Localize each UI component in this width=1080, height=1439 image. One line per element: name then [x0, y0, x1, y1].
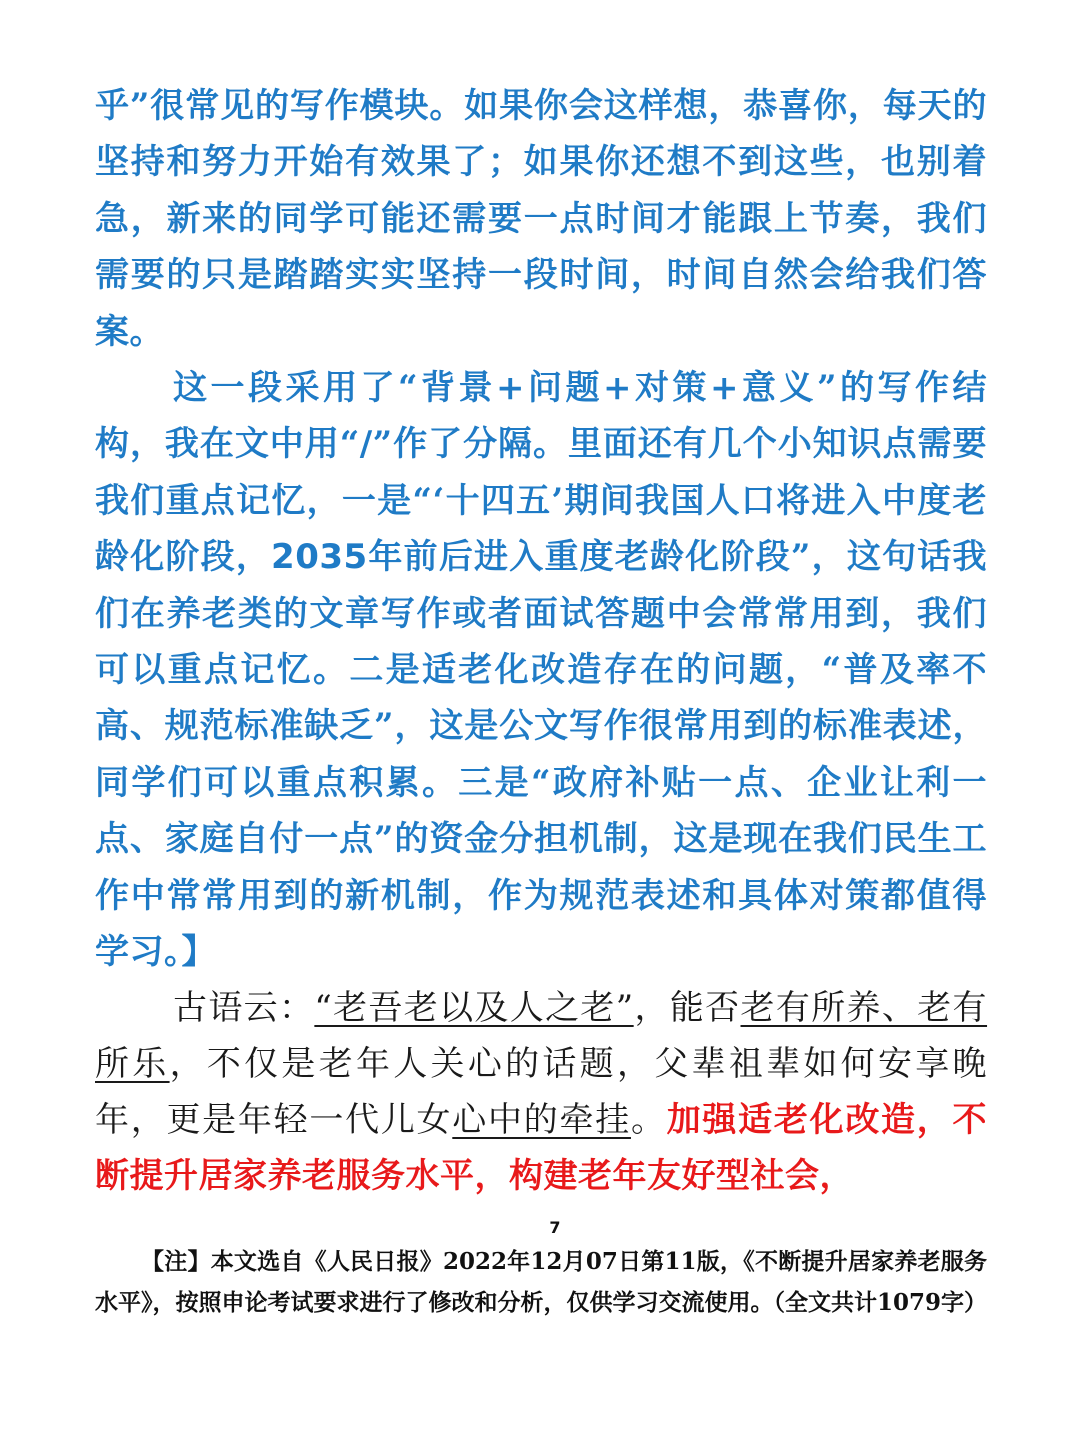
- analysis-paragraph-1-text: 乎”很常见的写作模块。如果你会这样想，恭喜你，每天的坚持和努力开始有效果了；如果你还想不到这些，也别着急，新来的同学可能还需要一点时间才能跟上节奏，我们需要的只是踏踏实实坚持一段时间，时间自然会给我们答案。: [95, 86, 987, 352]
- analysis-paragraph-1: [95, 78, 987, 360]
- footnote-label: 【注】: [141, 1248, 211, 1275]
- body-paragraph-intro: 古语云：: [173, 988, 315, 1028]
- analysis-paragraph-2: [95, 360, 987, 980]
- body-paragraph: [95, 980, 987, 1204]
- footnote-text: 本文选自《人民日报》2022年12月07日第11版，《不断提升居家养老服务水平》，按照申论考试要求进行了修改和分析，仅供学习交流使用。（全文共计1079字）: [95, 1248, 988, 1316]
- analysis-paragraph-2-part-a: 这一段采用了“背景+问题+对策+意义”的写作结构，我在文中用“/”作了分隔。里面还有几个小知识点需要我们重点记忆，一是“‘十四五’期间我国人口将进入中度老龄化阶段，: [95, 368, 987, 578]
- body-paragraph-part-b: ，能否: [633, 988, 741, 1028]
- body-paragraph-part-c: ，不仅是老年人关心的话题，父辈祖辈如何安享晚年，更是年轻一代儿女: [95, 1044, 988, 1140]
- body-paragraph-part-d: 。: [630, 1100, 667, 1140]
- underlined-phrase-2: 心中的牵挂: [452, 1100, 631, 1140]
- year-number: 2035: [271, 537, 368, 578]
- page-number: 7: [549, 1218, 561, 1237]
- footnote: [95, 1242, 987, 1323]
- highlighted-red-text: 加强适老化改造，不断提升居家养老服务水平，构建老年友好型社会，: [95, 1100, 988, 1196]
- underlined-phrase-1: 老有所养、老有所乐: [95, 988, 988, 1084]
- analysis-paragraph-2-part-b: 年前后进入重度老龄化阶段”，这句话我们在养老类的文章写作或者面试答题中会常常用到，我们可以重点记忆。二是适老化改造存在的问题，“普及率不高、规范标准缺乏”，这是公文写作很常用到的标准表述，同学们可以重点积累。三是“政府补贴一点、企业让利一点、家庭自付一点”的资金分担机制，这是现在我们民生工作中常常用到的新机制，作为规范表述和具体对策都值得学习。】: [95, 537, 987, 973]
- underlined-quote: “老吾老以及人之老”: [314, 988, 634, 1028]
